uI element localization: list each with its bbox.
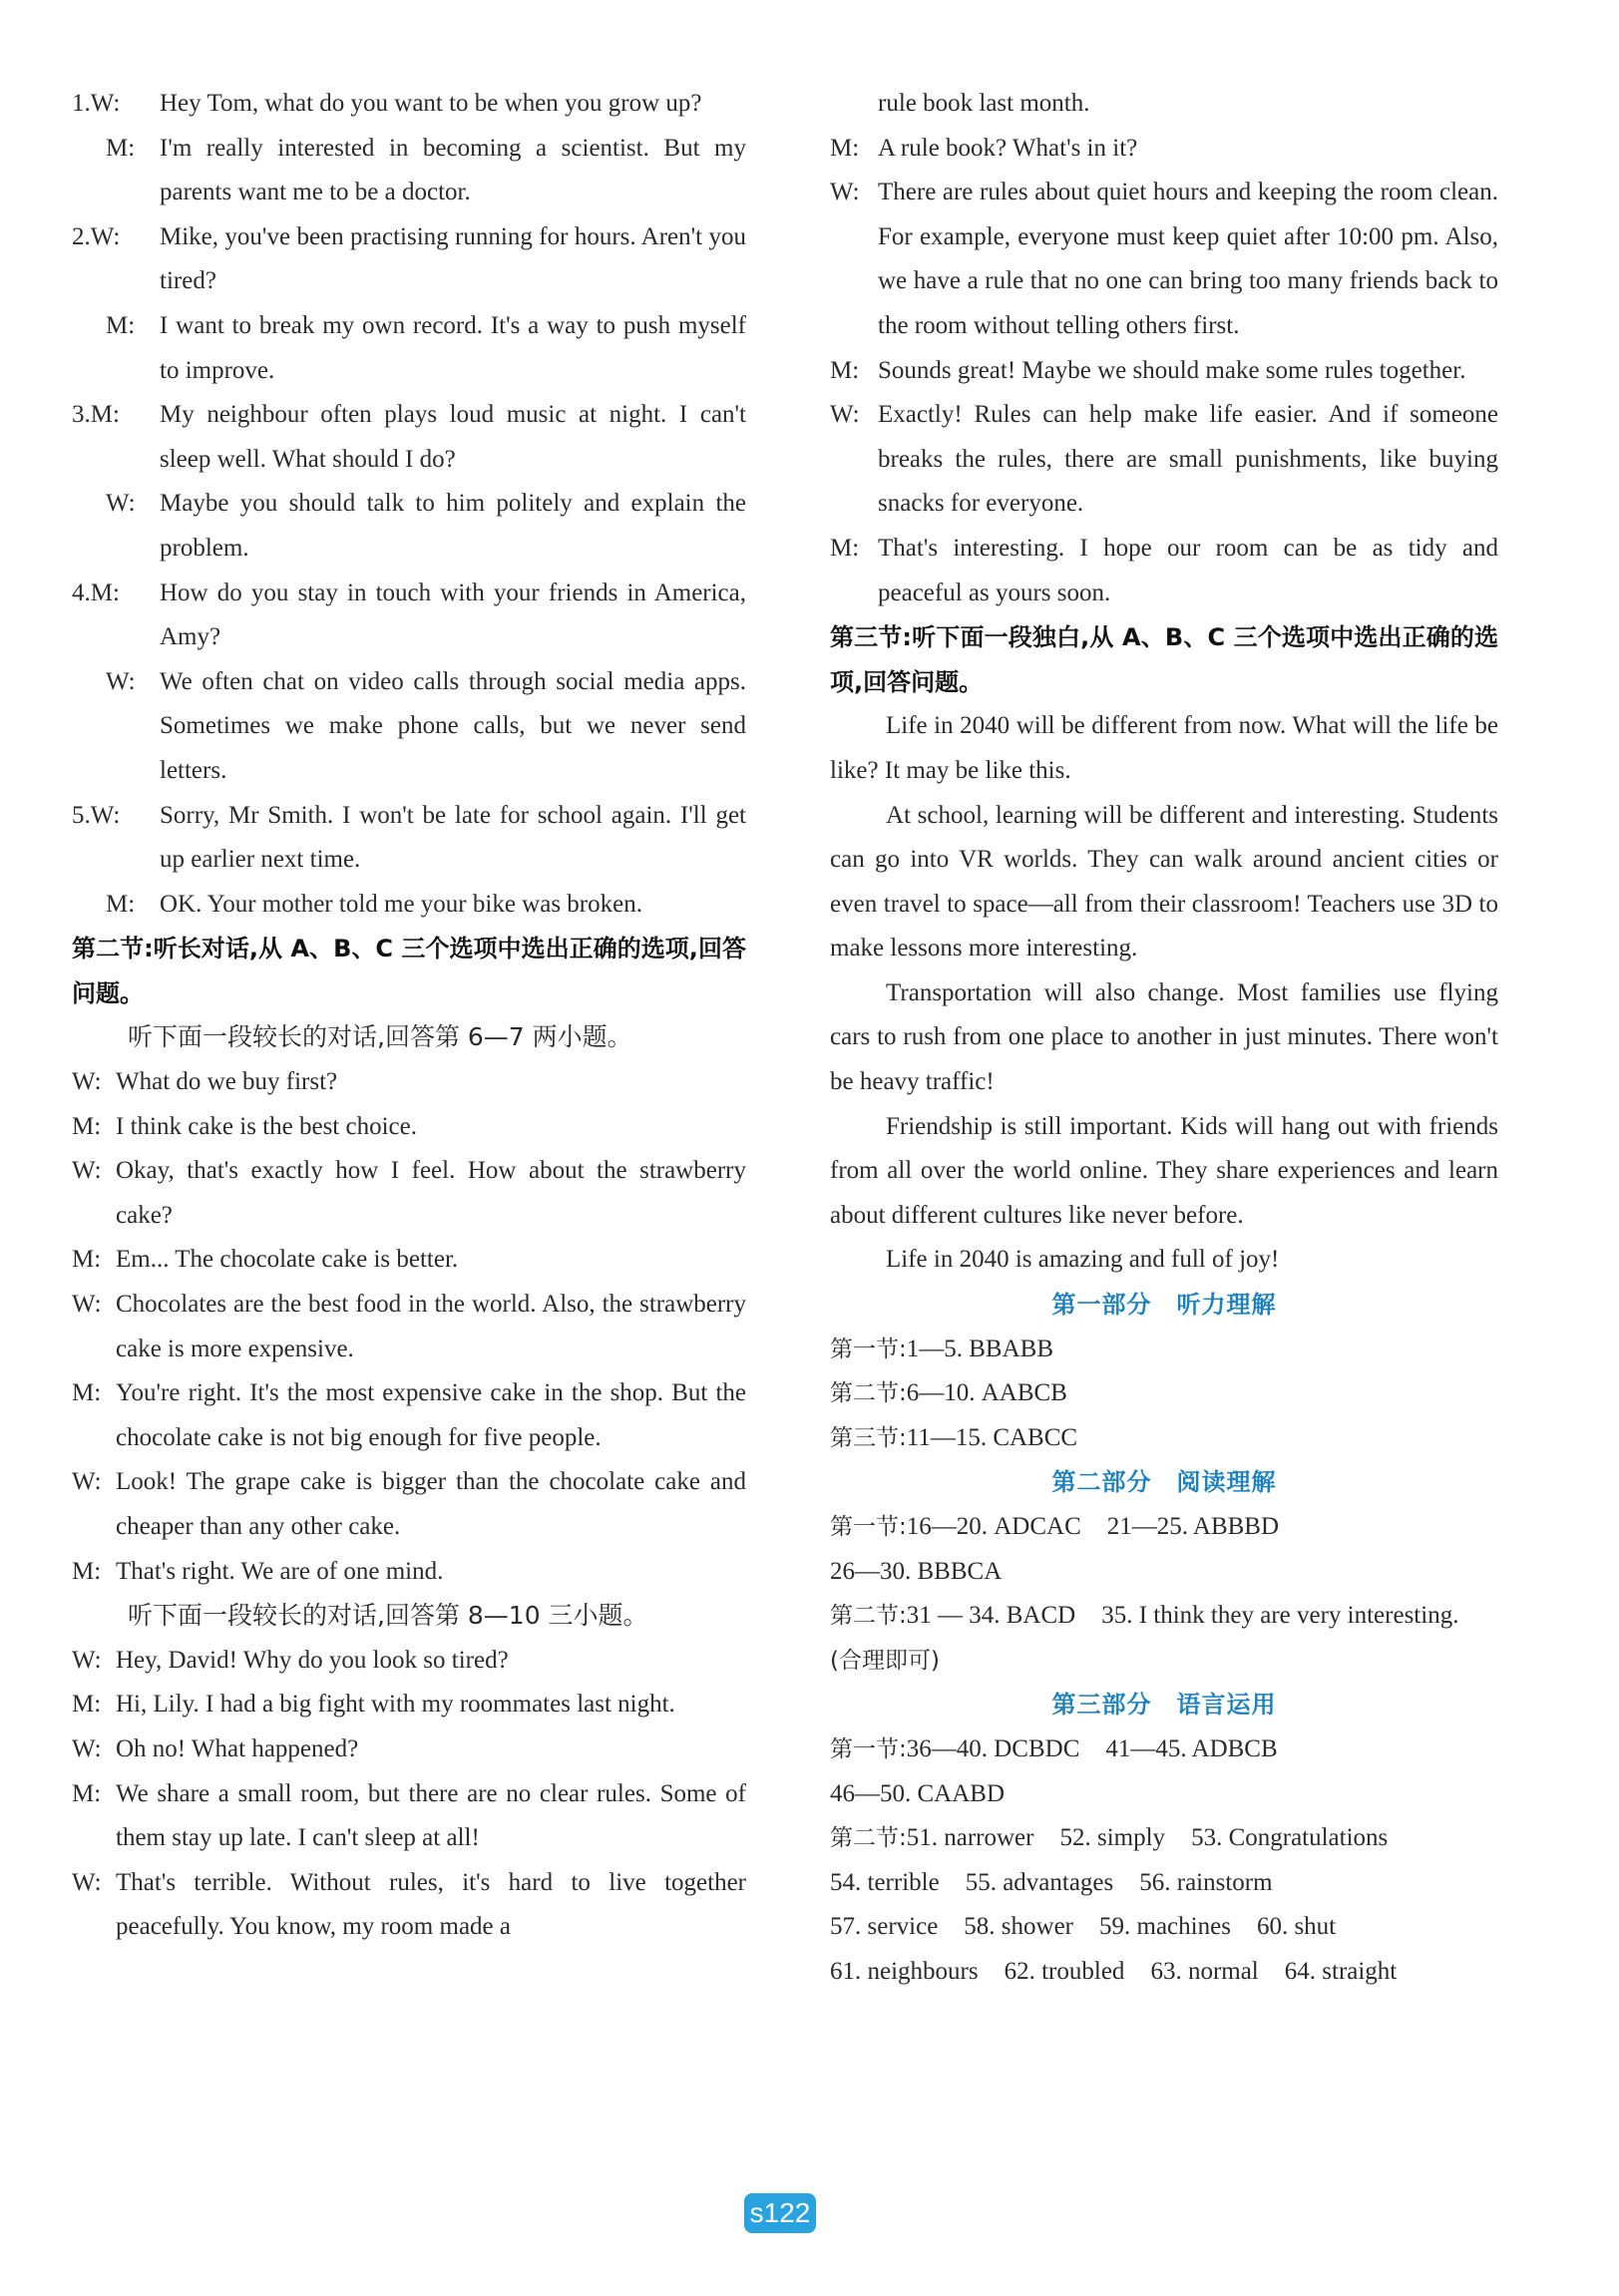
q1-m-line xyxy=(72,127,746,215)
answer-label: 第一节: xyxy=(830,1735,907,1762)
dialogue-2 xyxy=(72,1639,746,1950)
part2-title: 第二部分 阅读理解 xyxy=(1051,1468,1277,1497)
section2-heading: 第二节:听长对话,从 A、B、C 三个选项中选出正确的选项,回答问题。 xyxy=(72,935,746,1007)
answer-value: 16—20. ADCAC xyxy=(906,1513,1081,1540)
speaker-label: W: xyxy=(90,222,121,250)
answer-value: 52. simply xyxy=(1059,1824,1166,1852)
dialogue-text: Hey, David! Why do you look so tired? xyxy=(116,1646,509,1674)
intro-6-7: 听下面一段较长的对话,回答第 6—7 两小题。 xyxy=(128,1022,632,1052)
q1-w-text: Hey Tom, what do you want to be when you grow up? xyxy=(160,90,702,117)
answer-line xyxy=(830,1727,1498,1772)
dialogue-line xyxy=(72,1683,746,1727)
dialogue-line xyxy=(72,1371,746,1460)
dialogue-text: We share a small room, but there are no clear rules. Some of them stay up late. I can't sleep at all! xyxy=(116,1779,746,1852)
answer-line xyxy=(830,1594,1498,1639)
answer-value: 60. shut xyxy=(1256,1913,1337,1941)
q1-number: 1. xyxy=(72,90,91,117)
answer-value: 63. normal xyxy=(1150,1957,1259,1985)
answer-value: 36—40. DCBDC xyxy=(906,1734,1080,1762)
dialogue-text: Sounds great! Maybe we should make some rules together. xyxy=(878,356,1466,384)
q3-w-line xyxy=(72,482,746,571)
speaker-label: M: xyxy=(830,134,860,162)
q3-w-text: Maybe you should talk to him politely and explain the problem. xyxy=(160,490,746,562)
q5-number: 5. xyxy=(72,801,91,829)
monologue-paragraph: At school, learning will be different and interesting. Students can go into VR worlds. They can walk around ancient cities or even travel to space—all from their classroom! Teachers use 3D to make lessons more interesting. xyxy=(830,801,1498,962)
answer-line xyxy=(830,1328,1498,1372)
dialogue-line xyxy=(830,127,1498,172)
monologue-paragraph: Life in 2040 is amazing and full of joy! xyxy=(886,1246,1280,1274)
monologue-paragraph: Transportation will also change. Most families use flying cars to rush from one place to another in just minutes. There won't be heavy traffic! xyxy=(830,978,1498,1096)
answer-label: 第二节: xyxy=(830,1825,907,1852)
answer-value: 53. Congratulations xyxy=(1191,1824,1389,1852)
dialogue-text: Chocolates are the best food in the world. Also, the strawberry cake is more expensive. xyxy=(116,1291,746,1362)
answer-value: 62. troubled xyxy=(1004,1957,1125,1985)
speaker-label: M: xyxy=(72,1557,102,1585)
dialogue-text: Okay, that's exactly how I feel. How about the strawberry cake? xyxy=(116,1157,746,1229)
answer-line xyxy=(830,1905,1498,1950)
q1-w-line xyxy=(72,82,746,127)
speaker-label: W: xyxy=(72,1157,102,1185)
dialogue-continuation: rule book last month. xyxy=(878,90,1090,117)
answer-value: 46—50. CAABD xyxy=(830,1779,1006,1807)
answer-value: 11—15. CABCC xyxy=(906,1423,1078,1451)
speaker-label: M: xyxy=(90,578,120,606)
answer-line xyxy=(830,1816,1498,1861)
speaker-label: M: xyxy=(72,1691,102,1719)
dialogue-line xyxy=(72,1238,746,1283)
q2-w-line xyxy=(72,215,746,304)
dialogue-line xyxy=(830,349,1498,394)
dialogue-line xyxy=(830,171,1498,348)
page-number-badge: s122 xyxy=(744,2193,816,2233)
dialogue-text: Em... The chocolate cake is better. xyxy=(116,1246,459,1274)
dialogue-line xyxy=(830,527,1498,615)
dialogue-1 xyxy=(72,1060,746,1594)
answer-label: 第二节: xyxy=(830,1380,907,1407)
speaker-label: W: xyxy=(830,179,860,206)
q4-number: 4. xyxy=(72,578,91,606)
dialogue-line xyxy=(72,1550,746,1595)
dialogue-line xyxy=(72,1060,746,1105)
answer-value: 6—10. AABCB xyxy=(906,1379,1067,1407)
answer-note-text: (合理即可) xyxy=(830,1647,940,1674)
answer-value: 64. straight xyxy=(1284,1957,1398,1985)
dialogue-line xyxy=(72,1283,746,1371)
speaker-label: M: xyxy=(830,534,860,562)
answer-line xyxy=(830,1861,1498,1906)
q1-m-text: I'm really interested in becoming a scientist. But my parents want me to be a doctor. xyxy=(160,134,746,206)
answer-line xyxy=(830,1772,1498,1817)
answer-value: 1—5. BBABB xyxy=(906,1335,1054,1362)
monologue-paragraph: Friendship is still important. Kids will hang out with friends from all over the world online. They share experiences and learn about different cultures like never before. xyxy=(830,1112,1498,1229)
q5-w-line xyxy=(72,794,746,883)
answer-line xyxy=(830,1950,1498,1995)
answer-label: 第一节: xyxy=(830,1514,907,1540)
q4-m-line xyxy=(72,572,746,660)
q2-number: 2. xyxy=(72,222,91,250)
speaker-label: M: xyxy=(72,1246,102,1274)
answer-value: 51. narrower xyxy=(906,1824,1034,1852)
answer-label: 第三节: xyxy=(830,1424,907,1451)
dialogue-text: That's right. We are of one mind. xyxy=(116,1557,444,1585)
answer-value: 56. rainstorm xyxy=(1139,1868,1273,1896)
part3-title: 第三部分 语言运用 xyxy=(1051,1691,1277,1720)
right-column xyxy=(830,82,1498,1995)
dialogue-text: I think cake is the best choice. xyxy=(116,1112,417,1140)
dialogue-text: What do we buy first? xyxy=(116,1068,338,1096)
q2-m-line xyxy=(72,304,746,393)
q3-number: 3. xyxy=(72,401,91,429)
speaker-label: W: xyxy=(90,801,121,829)
q5-m-text: OK. Your mother told me your bike was broken. xyxy=(160,890,642,918)
answer-value: 57. service xyxy=(830,1913,939,1941)
answer-note xyxy=(830,1639,1498,1684)
answer-value: 55. advantages xyxy=(965,1868,1114,1896)
dialogue-line xyxy=(830,393,1498,527)
answer-value: 35. I think they are very interesting. xyxy=(1101,1602,1459,1630)
answer-line xyxy=(830,1550,1498,1595)
dialogue-text: Look! The grape cake is bigger than the chocolate cake and cheaper than any other cake. xyxy=(116,1468,746,1540)
speaker-label: M: xyxy=(72,1379,102,1407)
answer-line xyxy=(830,1505,1498,1550)
speaker-label: W: xyxy=(72,1068,102,1096)
speaker-label: W: xyxy=(106,667,136,695)
dialogue-line xyxy=(72,1149,746,1238)
dialogue-line xyxy=(72,1727,746,1772)
dialogue-line xyxy=(72,1639,746,1684)
dialogue-text: Hi, Lily. I had a big fight with my roommates last night. xyxy=(116,1691,675,1719)
q4-w-line xyxy=(72,660,746,794)
left-column xyxy=(72,82,746,1950)
dialogue-line xyxy=(72,1772,746,1861)
q2-w-text: Mike, you've been practising running for hours. Aren't you tired? xyxy=(160,222,746,295)
dialogue-text: Oh no! What happened? xyxy=(116,1734,359,1762)
speaker-label: M: xyxy=(106,890,136,918)
dialogue-text: That's terrible. Without rules, it's hard to live together peacefully. You know, my room made a xyxy=(116,1868,746,1941)
speaker-label: W: xyxy=(72,1868,102,1896)
dialogue-text: There are rules about quiet hours and keeping the room clean. For example, everyone must keep quiet after 10:00 pm. Also, we have a rule that no one can bring too many friends back to the room without telling others first. xyxy=(878,179,1498,339)
monologue-paragraph: Life in 2040 will be different from now. What will the life be like? It may be like this. xyxy=(830,712,1498,784)
dialogue-text: Exactly! Rules can help make life easier. And if someone breaks the rules, there are small punishments, like buying snacks for everyone. xyxy=(878,401,1498,518)
speaker-label: M: xyxy=(106,134,136,162)
intro-8-10: 听下面一段较长的对话,回答第 8—10 三小题。 xyxy=(128,1601,648,1631)
answer-value: 21—25. ABBBD xyxy=(1106,1513,1280,1540)
section3-heading: 第三节:听下面一段独白,从 A、B、C 三个选项中选出正确的选项,回答问题。 xyxy=(830,623,1498,696)
answer-value: 61. neighbours xyxy=(830,1957,979,1985)
answer-line xyxy=(830,1371,1498,1416)
q3-m-line xyxy=(72,393,746,482)
answer-value: 54. terrible xyxy=(830,1868,940,1896)
q2-m-text: I want to break my own record. It's a way to push myself to improve. xyxy=(160,311,746,384)
speaker-label: W: xyxy=(830,401,860,429)
answer-value: 41—45. ADBCB xyxy=(1105,1734,1278,1762)
dialogue-line xyxy=(72,1861,746,1950)
dialogue-line xyxy=(72,1460,746,1549)
speaker-label: W: xyxy=(72,1646,102,1674)
q4-w-text: We often chat on video calls through social media apps. Sometimes we make phone calls, but we never send letters. xyxy=(160,667,746,784)
answer-value: 58. shower xyxy=(964,1913,1074,1941)
dialogue-text: A rule book? What's in it? xyxy=(878,134,1138,162)
q5-w-text: Sorry, Mr Smith. I won't be late for school again. I'll get up earlier next time. xyxy=(160,801,746,874)
part1-title: 第一部分 听力理解 xyxy=(1051,1291,1277,1320)
speaker-label: M: xyxy=(72,1112,102,1140)
answer-label: 第二节: xyxy=(830,1603,907,1630)
speaker-label: M: xyxy=(106,311,136,339)
answer-value: 26—30. BBBCA xyxy=(830,1557,1003,1585)
speaker-label: W: xyxy=(90,90,121,117)
dialogue-line xyxy=(72,1105,746,1150)
answer-line xyxy=(830,1416,1498,1461)
speaker-label: M: xyxy=(90,401,120,429)
q3-m-text: My neighbour often plays loud music at night. I can't sleep well. What should I do? xyxy=(160,401,746,473)
dialogue-text: You're right. It's the most expensive cake in the shop. But the chocolate cake is not big enough for five people. xyxy=(116,1379,746,1451)
speaker-label: M: xyxy=(830,356,860,384)
speaker-label: M: xyxy=(72,1779,102,1807)
answer-value: 59. machines xyxy=(1099,1913,1231,1941)
answer-label: 第一节: xyxy=(830,1336,907,1362)
dialogue-text: That's interesting. I hope our room can be as tidy and peaceful as yours soon. xyxy=(878,534,1498,606)
q5-m-line xyxy=(72,883,746,928)
answer-value: 31 — 34. BACD xyxy=(906,1602,1076,1630)
q4-m-text: How do you stay in touch with your friends in America, Amy? xyxy=(160,578,746,651)
speaker-label: W: xyxy=(72,1734,102,1762)
speaker-label: W: xyxy=(72,1468,102,1496)
speaker-label: W: xyxy=(106,490,136,518)
speaker-label: W: xyxy=(72,1291,102,1319)
